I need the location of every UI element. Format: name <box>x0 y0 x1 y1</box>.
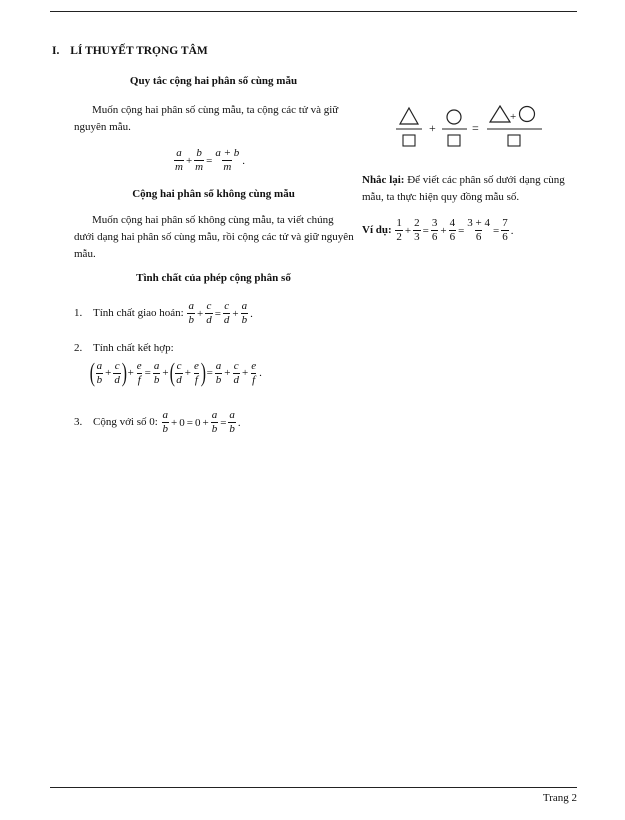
section-number: I. <box>52 45 60 57</box>
page-number: Trang 2 <box>542 792 577 804</box>
reminder-note <box>362 172 568 206</box>
fraction-a-over-m: $\frac{a}{m}$ <box>175 147 183 173</box>
property-add-zero: 3. Cộng với số 0: $\frac{a}{b}$ + 0 = 0 + $\frac{a}{b}$ = $\frac{a}{b}$ . <box>74 409 241 435</box>
property-1-label: Tính chất giao hoán: <box>93 307 184 320</box>
property-2-number: 2. <box>74 342 83 354</box>
fraction-b-over-m: $\frac{b}{m}$ <box>195 147 204 173</box>
square-icon <box>508 135 520 146</box>
triangle-icon <box>490 106 510 122</box>
section-title: LÍ THUYẾT TRỌNG TÂM <box>70 45 208 57</box>
rule1-formula: $\frac{a}{m}$ + $\frac{b}{m}$ = $\frac{a + b}{m}$ . <box>175 147 246 173</box>
property-commutative: 1. Tính chất giao hoán: $\frac{a}{b}$ + $\frac{c}{d}$ = $\frac{c}{d}$ + $\frac{a}{b}$ . <box>74 300 253 326</box>
property-2-label: Tính chất kết hợp: <box>93 342 174 354</box>
example-formula: Ví dụ: $\frac{1}{2}$ + $\frac{2}{3}$ = $\frac{3}{6}$ + $\frac{4}{6}$ = $\frac{3 + 4}{6}$ = $\frac{7}{6}$ . <box>362 217 514 243</box>
property-3-label: Cộng với số 0: <box>93 416 158 429</box>
example-label: Ví dụ: <box>362 224 392 237</box>
properties-heading: Tình chất của phép cộng phân số <box>136 272 291 284</box>
rule2-heading: Cộng hai phân số không cùng mẫu <box>132 188 295 200</box>
diagram-plus: + <box>429 121 436 135</box>
footer-rule <box>50 787 577 788</box>
property-associative-label-row <box>74 342 174 354</box>
diagram-equals: = <box>472 121 479 135</box>
square-icon <box>403 135 415 146</box>
diagram-numerator-plus: + <box>510 111 517 123</box>
circle-icon <box>520 107 535 122</box>
header-rule <box>50 11 577 12</box>
fraction-sum-over-m: $\frac{a + b}{m}$ <box>215 147 240 173</box>
circle-icon <box>447 110 461 124</box>
property-associative-formula: ( $\frac{a}{b}$ + $\frac{c}{d}$ )+ $\frac{e}{f}$ = $\frac{a}{b}$ +( $\frac{c}{d}$ + $\frac{e}{f}$ )= $\frac{a}{b}$ + $\frac{c}{d}$ + $\frac{e}{f}$ . <box>89 358 262 387</box>
reminder-text: Để viết các phân số dưới dạng cùng mẫu, ta thực hiện quy đồng mẫu số. <box>362 174 565 203</box>
property-1-number: 1. <box>74 307 83 320</box>
rule2-text: Muốn cộng hai phân số không cùng mẫu, ta viết chúng dưới dạng hai phân số cùng mẫu, rồi cộng các tử và giữ nguyên mẫu. <box>74 214 354 260</box>
property-3-number: 3. <box>74 416 83 429</box>
triangle-icon <box>400 108 418 124</box>
rule1-heading: Quy tắc cộng hai phân số cùng mẫu <box>129 75 298 87</box>
reminder-label: Nhắc lại: <box>362 174 405 186</box>
square-icon <box>448 135 460 146</box>
shapes-fraction-diagram <box>392 100 552 156</box>
rule1-text: Muốn cộng hai phân số cùng mẫu, ta cộng các tử và giữ nguyên mẫu. <box>74 104 339 133</box>
section-heading <box>52 45 208 57</box>
